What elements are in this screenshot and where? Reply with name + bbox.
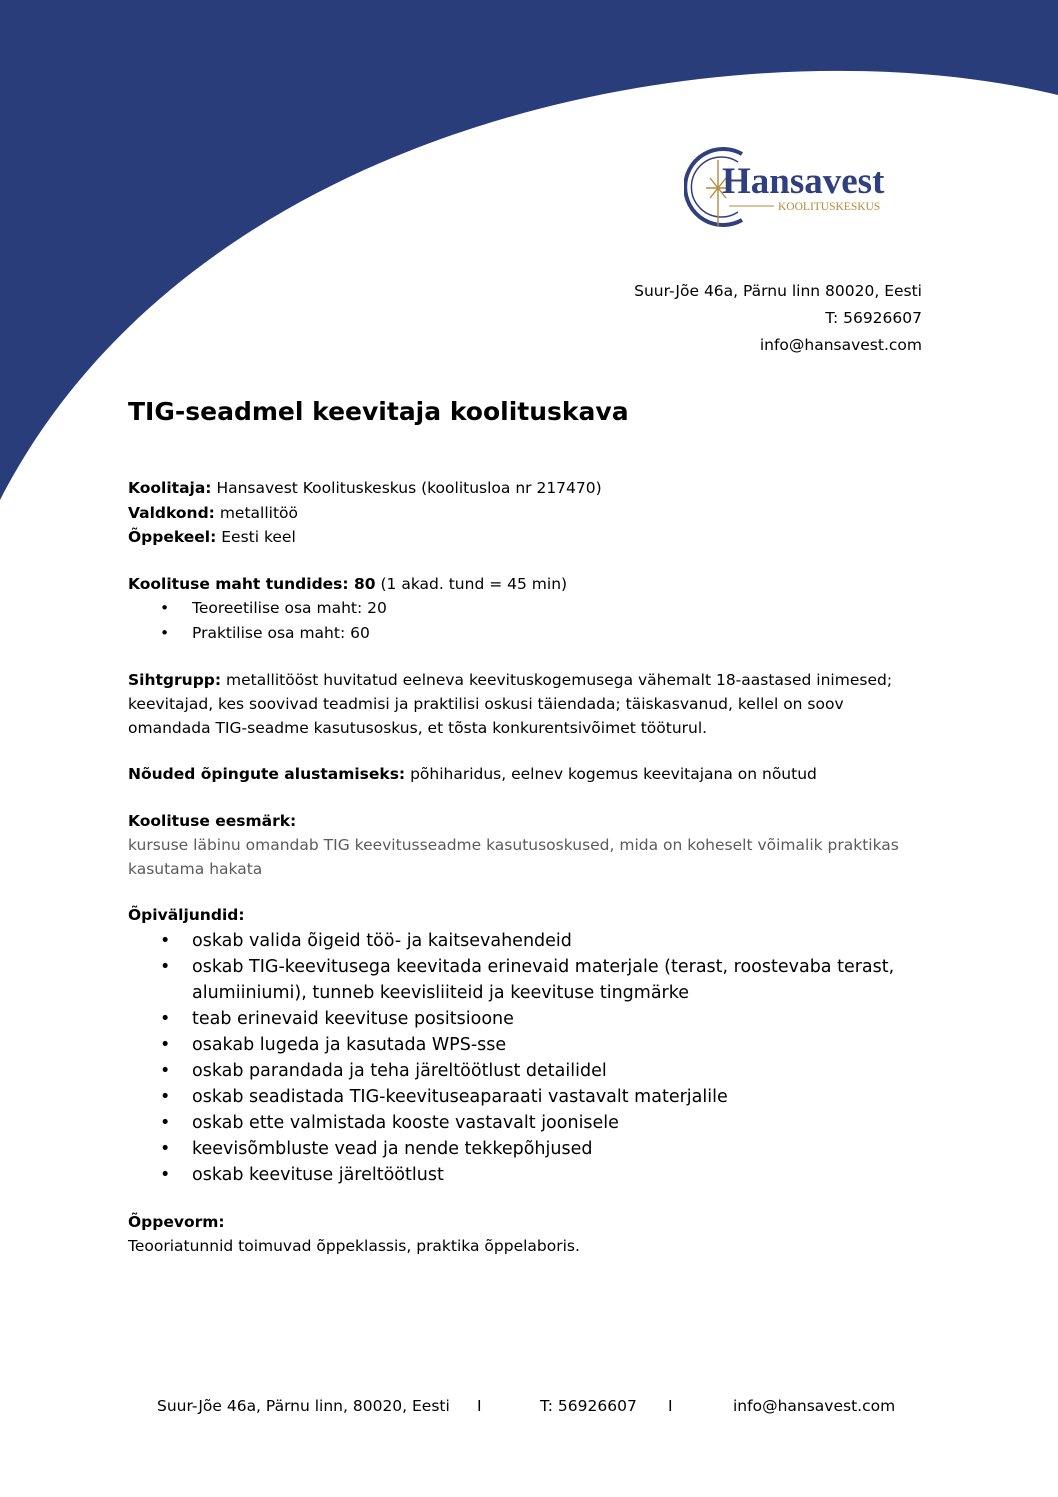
target-group <box>128 668 928 740</box>
list-item: • oskab seadistada TIG-keevituseaparaati vastavalt materjalile <box>128 1084 928 1110</box>
footer-address: Suur-Jõe 46a, Pärnu linn, 80020, Eesti <box>157 1397 450 1415</box>
requirements-row <box>128 762 928 787</box>
header-contact <box>634 278 922 359</box>
volume-list <box>128 596 928 646</box>
list-item: • oskab TIG-keevitusega keevitada erinevaid materjale (terast, roostevaba terast, alumiiniumi), tunneb keevisliiteid ja keevituse tingmärke <box>128 954 928 1006</box>
provider-label: Koolitaja: <box>128 479 212 497</box>
header-phone: T: 56926607 <box>825 309 922 327</box>
form-label: Õppevorm: <box>128 1212 225 1231</box>
footer-phone: T: 56926607 <box>540 1397 637 1415</box>
list-item: • keevisõmbluste vead ja nende tekkepõhjused <box>128 1136 928 1162</box>
provider-row <box>128 476 928 501</box>
volume-note: (1 akad. tund = 45 min) <box>375 574 568 593</box>
footer-email[interactable]: info@hansavest.com <box>733 1397 896 1415</box>
list-item: • Praktilise osa maht: 60 <box>128 621 928 646</box>
list-item: • teab erinevaid keevituse positsioone <box>128 1006 928 1032</box>
goal-text: kursuse läbinu omandab TIG keevitusseadme kasutusoskused, mida on koheselt võimalik praktikas kasutama hakata <box>128 836 899 878</box>
list-item: • oskab parandada ja teha järeltöötlust detailidel <box>128 1058 928 1084</box>
provider-value: Hansavest Koolituskeskus (koolitusloa nr 217470) <box>211 479 602 497</box>
volume-row <box>128 572 928 597</box>
svg-text:Hansavest: Hansavest <box>722 161 885 202</box>
list-item: • osakab lugeda ja kasutada WPS-sse <box>128 1032 928 1058</box>
field-value: metallitöö <box>214 503 298 522</box>
form-text: Teooriatunnid toimuvad õppeklassis, praktika õppelaboris. <box>128 1237 580 1255</box>
field-label: Valdkond: <box>128 503 215 522</box>
language-value: Eesti keel <box>216 528 296 546</box>
footer <box>0 1392 1058 1420</box>
document-body <box>128 392 928 1259</box>
requirements-text: põhiharidus, eelnev kogemus keevitajana on nõutud <box>405 765 817 783</box>
language-row <box>128 525 928 550</box>
target-label: Sihtgrupp: <box>128 671 222 689</box>
list-item: • oskab keevituse järeltöötlust <box>128 1162 928 1188</box>
header-email[interactable]: info@hansavest.com <box>759 336 922 354</box>
list-item: • oskab valida õigeid töö- ja kaitsevahendeid <box>128 928 928 954</box>
document-title: TIG-seadmel keevitaja koolituskava <box>128 397 629 426</box>
list-item: • oskab ette valmistada kooste vastavalt joonisele <box>128 1110 928 1136</box>
footer-separator: I <box>477 1397 482 1415</box>
list-item: • Teoreetilise osa maht: 20 <box>128 596 928 621</box>
field-row <box>128 501 928 526</box>
language-label: Õppekeel: <box>128 528 217 546</box>
hansavest-logo <box>684 146 906 232</box>
target-text: metallitööst huvitatud eelneva keevituskogemusega vähemalt 18-aastased inimesed; keevitajad, kes soovivad teadmisi ja praktilisi oskusi täiendada; täiskasvanud, kellel on soov omandada TIG-seadme kasutusoskus, et tõsta konkurentsivõimet tööturul. <box>128 671 893 737</box>
outcomes-label: Õpiväljundid: <box>128 906 245 924</box>
outcomes-list <box>128 928 928 1188</box>
goal-label: Koolituse eesmärk: <box>128 811 297 830</box>
svg-text:KOOLITUSKESKUS: KOOLITUSKESKUS <box>778 201 881 213</box>
footer-separator: I <box>668 1397 673 1415</box>
requirements-label: Nõuded õpingute alustamiseks: <box>128 765 406 783</box>
volume-label: Koolituse maht tundides: 80 <box>128 574 376 593</box>
header-address: Suur-Jõe 46a, Pärnu linn 80020, Eesti <box>634 282 922 300</box>
